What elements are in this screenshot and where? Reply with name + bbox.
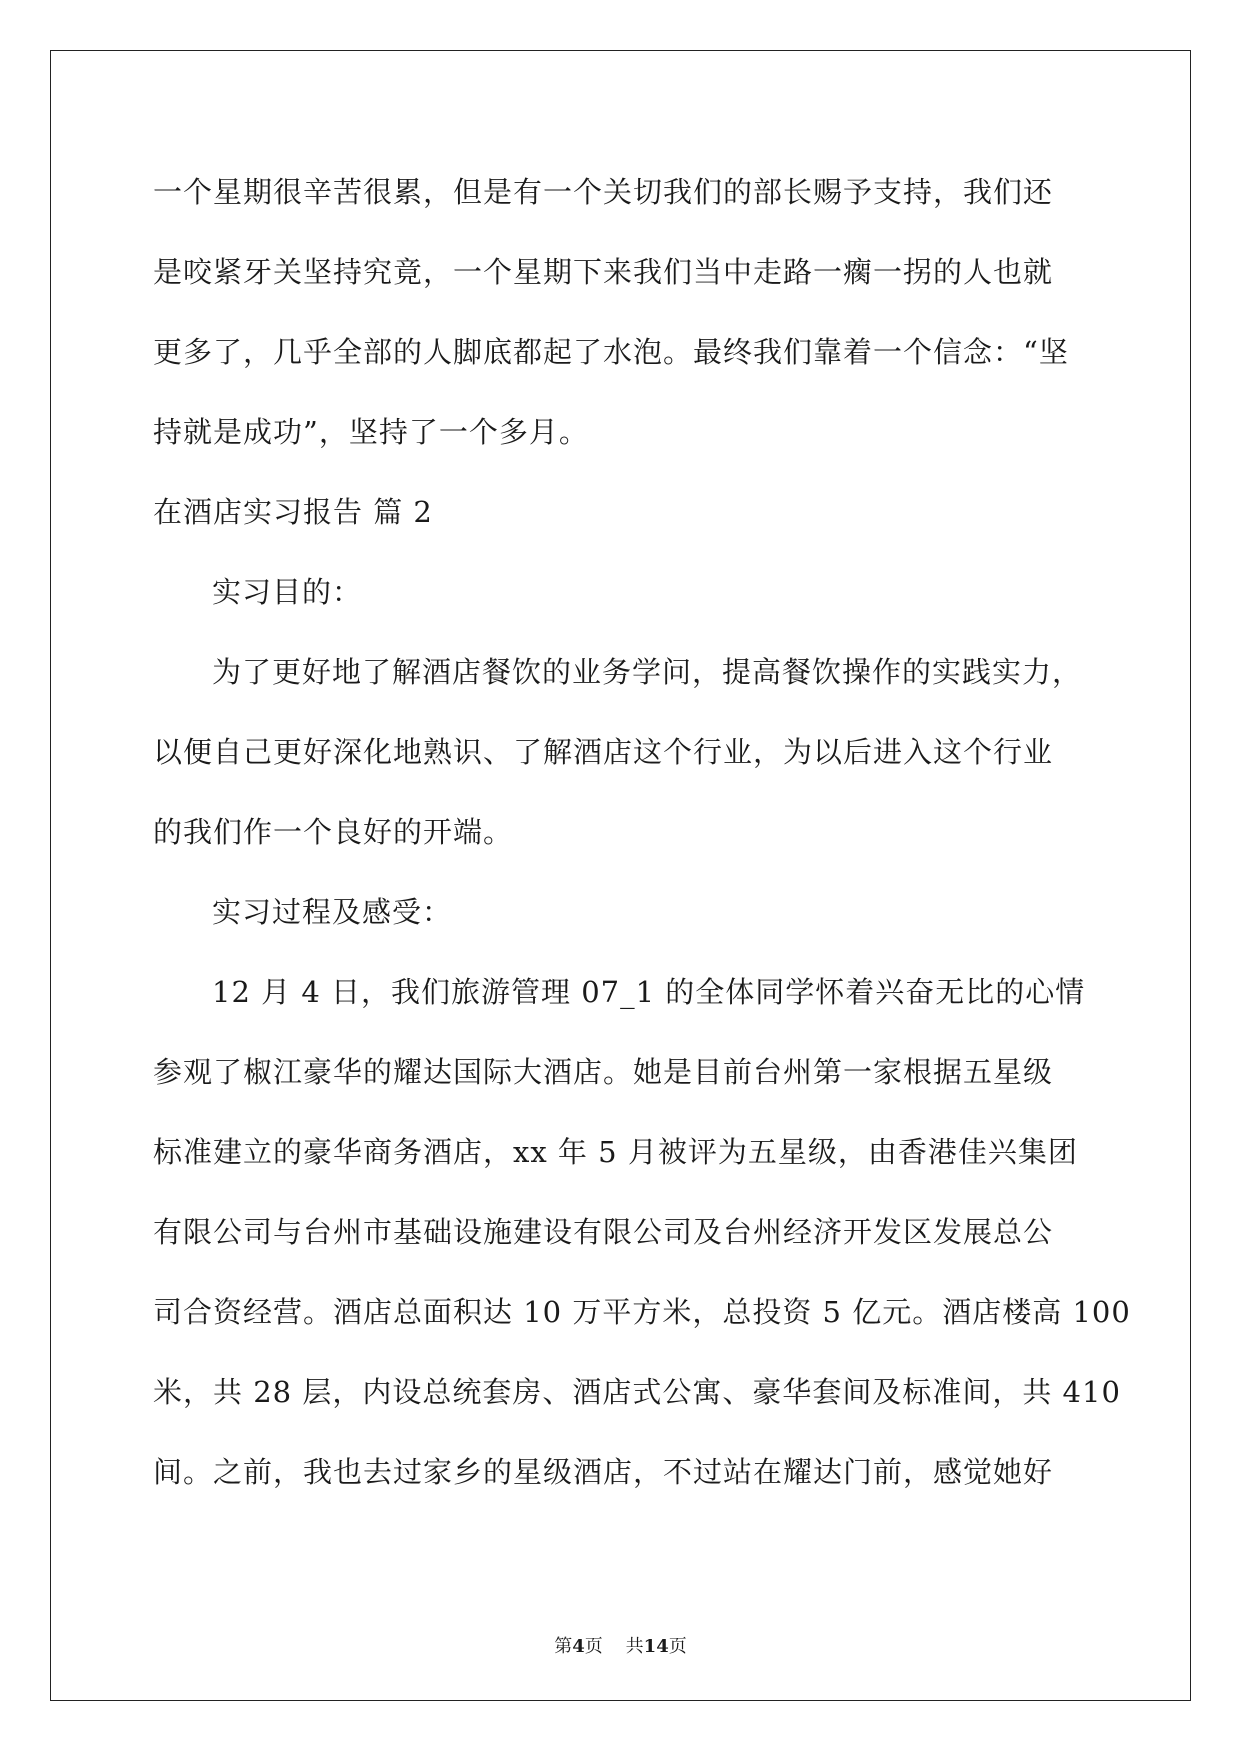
page-suffix: 页: [584, 1636, 603, 1657]
page-prefix: 第: [554, 1636, 573, 1657]
paragraph-line: 标准建立的豪华商务酒店，xx 年 5 月被评为五星级，由香港佳兴集团: [153, 1135, 1078, 1169]
paragraph-line: 司合资经营。酒店总面积达 10 万平方米，总投资 5 亿元。酒店楼高 100: [153, 1295, 1131, 1329]
page-footer: [0, 1635, 1241, 1659]
page-number: 4: [572, 1636, 585, 1657]
paragraph-line: 以便自己更好深化地熟识、了解酒店这个行业，为以后进入这个行业: [153, 735, 1054, 769]
paragraph-line: 有限公司与台州市基础设施建设有限公司及台州经济开发区发展总公: [153, 1215, 1054, 1249]
total-prefix: 共: [625, 1636, 644, 1657]
paragraph-line: 一个星期很辛苦很累，但是有一个关切我们的部长赐予支持，我们还: [153, 175, 1054, 209]
section-heading: 在酒店实习报告 篇 2: [153, 495, 433, 529]
total-suffix: 页: [668, 1636, 687, 1657]
paragraph-line: 持就是成功”，坚持了一个多月。: [153, 415, 589, 449]
paragraph-line: 为了更好地了解酒店餐饮的业务学问，提高餐饮操作的实践实力，: [212, 655, 1083, 689]
paragraph-line: 是咬紧牙关坚持究竟，一个星期下来我们当中走路一瘸一拐的人也就: [153, 255, 1054, 289]
paragraph-line: 的我们作一个良好的开端。: [153, 815, 514, 849]
subheading-process: 实习过程及感受：: [212, 895, 453, 929]
paragraph-line: 参观了椒江豪华的耀达国际大酒店。她是目前台州第一家根据五星级: [153, 1055, 1054, 1089]
subheading-purpose: 实习目的：: [212, 575, 363, 609]
paragraph-line: 更多了，几乎全部的人脚底都起了水泡。最终我们靠着一个信念：“坚: [153, 335, 1069, 369]
paragraph-line: 间。之前，我也去过家乡的星级酒店，不过站在耀达门前，感觉她好: [153, 1455, 1054, 1489]
paragraph-line: 米，共 28 层，内设总统套房、酒店式公寓、豪华套间及标准间，共 410: [153, 1375, 1121, 1409]
paragraph-line: 12 月 4 日，我们旅游管理 07_1 的全体同学怀着兴奋无比的心情: [212, 975, 1086, 1009]
total-pages: 14: [643, 1636, 669, 1657]
